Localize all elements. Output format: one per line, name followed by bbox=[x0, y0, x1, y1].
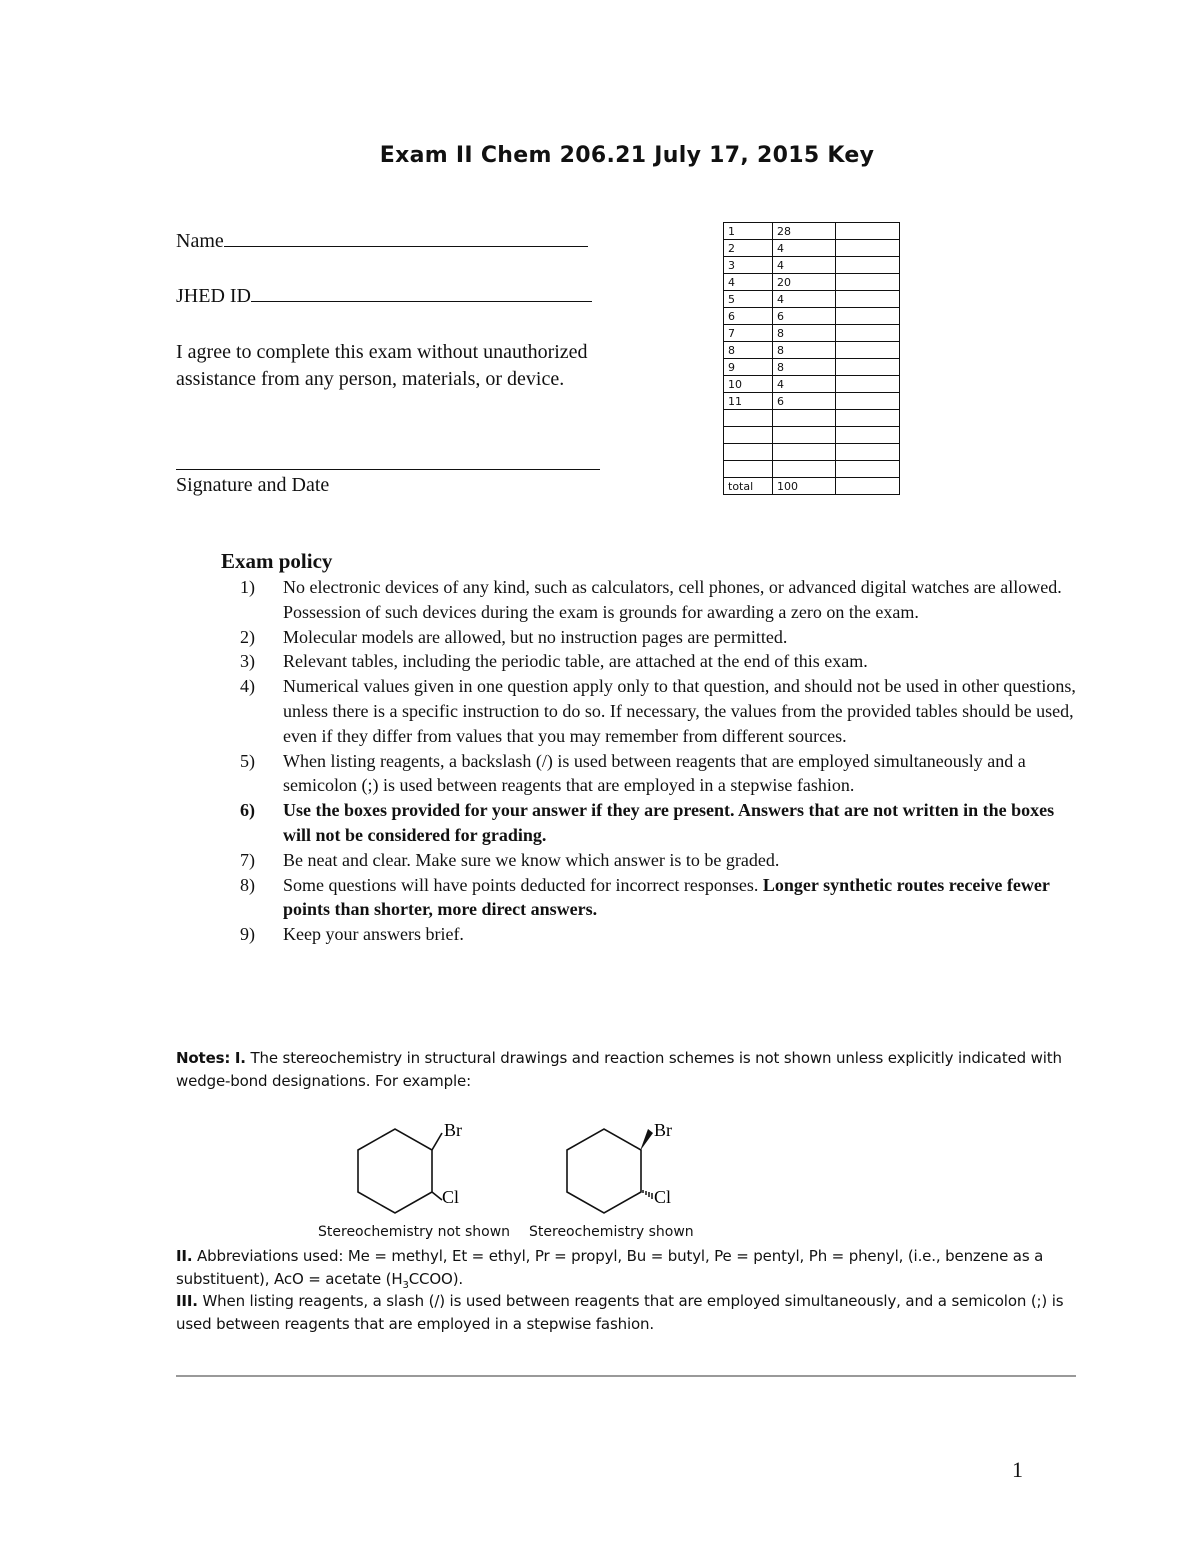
policy-item-text: Use the boxes provided for your answer if they are present. Answers that are not written in the boxes will not be considered for grading. bbox=[283, 800, 1055, 845]
question-number: 1 bbox=[724, 223, 773, 240]
score-cell bbox=[836, 308, 900, 325]
score-cell bbox=[836, 376, 900, 393]
score-table bbox=[723, 222, 900, 495]
question-number: 8 bbox=[724, 342, 773, 359]
stereochemistry-figure bbox=[300, 1105, 720, 1220]
score-cell bbox=[836, 359, 900, 376]
hash-bond bbox=[643, 1190, 652, 1199]
policy-item bbox=[240, 649, 1080, 674]
policy-item-number: 2) bbox=[240, 626, 255, 647]
policy-item-text: Relevant tables, including the periodic table, are attached at the end of this exam. bbox=[283, 651, 868, 672]
jhed-underline bbox=[251, 283, 592, 302]
policy-item-text-bold: Longer synthetic routes receive fewer points than shorter, more direct answers. bbox=[283, 874, 1050, 920]
question-points: 20 bbox=[773, 274, 836, 291]
question-points: 8 bbox=[773, 342, 836, 359]
page-title: Exam II Chem 206.21 July 17, 2015 Key bbox=[379, 143, 875, 168]
score-cell bbox=[836, 342, 900, 359]
name-line[interactable] bbox=[176, 228, 588, 255]
policy-item-number: 5) bbox=[240, 750, 255, 771]
policy-item bbox=[240, 798, 1080, 848]
policy-item-number: 6) bbox=[240, 800, 255, 821]
table-row bbox=[724, 257, 900, 274]
question-number: 9 bbox=[724, 359, 773, 376]
table-row bbox=[724, 342, 900, 359]
table-row bbox=[724, 240, 900, 257]
name-label: Name bbox=[176, 230, 224, 252]
policy-item-text: Some questions will have points deducted for incorrect responses. bbox=[283, 874, 763, 895]
score-cell bbox=[836, 223, 900, 240]
table-row bbox=[724, 393, 900, 410]
cl-label: Cl bbox=[442, 1187, 460, 1207]
note-2-number: II. bbox=[176, 1247, 193, 1265]
agreement-text: I agree to complete this exam without unauthorized assistance from any person, materials, or device. bbox=[176, 341, 588, 390]
policy-item-text: Numerical values given in one question apply only to that question, and should not be used in other questions, unless there is a specific instruction to do so. If necessary, the values from the provided tables should be used, even if they differ from values that you may remember from different sources. bbox=[283, 676, 1076, 746]
table-row-empty bbox=[724, 427, 900, 444]
table-row bbox=[724, 308, 900, 325]
c-br-bond bbox=[432, 1133, 442, 1150]
table-row bbox=[724, 325, 900, 342]
question-points: 6 bbox=[773, 393, 836, 410]
question-number: 5 bbox=[724, 291, 773, 308]
note-2-text-end: CCOO). bbox=[408, 1269, 464, 1288]
table-row bbox=[724, 376, 900, 393]
question-points: 8 bbox=[773, 359, 836, 376]
question-number: 10 bbox=[724, 376, 773, 393]
br-label: Br bbox=[444, 1120, 462, 1140]
policy-heading: Exam policy bbox=[221, 549, 333, 573]
question-number: 6 bbox=[724, 308, 773, 325]
policy-item-number: 8) bbox=[240, 874, 255, 895]
note-3-number: III. bbox=[176, 1292, 198, 1310]
wedge-bond bbox=[640, 1129, 653, 1151]
cyclohexane-ring bbox=[567, 1129, 641, 1213]
question-number: 3 bbox=[724, 257, 773, 274]
question-points: 28 bbox=[773, 223, 836, 240]
table-row bbox=[724, 291, 900, 308]
question-number: 2 bbox=[724, 240, 773, 257]
note-1-text: The stereochemistry in structural drawings and reaction schemes is not shown unless explicitly indicated with wedge-bond designations. For example: bbox=[176, 1049, 1062, 1090]
policy-item bbox=[240, 873, 1080, 923]
policy-item bbox=[240, 749, 1080, 799]
question-points: 4 bbox=[773, 240, 836, 257]
policy-item-number: 7) bbox=[240, 849, 255, 870]
policy-item-text: When listing reagents, a backslash (/) is used between reagents that are employed simultaneously and a semicolon (;) is used between reagents that are employed in a stepwise fashion. bbox=[283, 750, 1026, 796]
policy-item-number: 9) bbox=[240, 924, 255, 945]
cyclohexane-ring bbox=[358, 1129, 432, 1213]
caption-stereo: Stereochemistry shown bbox=[529, 1224, 694, 1240]
policy-item-number: 1) bbox=[240, 577, 255, 597]
signature-line[interactable] bbox=[176, 448, 600, 470]
br-label: Br bbox=[654, 1120, 672, 1140]
table-row bbox=[724, 274, 900, 291]
policy-item bbox=[240, 575, 1080, 625]
score-cell bbox=[836, 240, 900, 257]
question-number: 11 bbox=[724, 393, 773, 410]
policy-item-text: No electronic devices of any kind, such as calculators, cell phones, or advanced digital watches are allowed. Possession of such devices during the exam is grounds for awarding a zero on the exam. bbox=[283, 577, 1062, 622]
table-row-empty bbox=[724, 410, 900, 427]
question-points: 8 bbox=[773, 325, 836, 342]
cyclohexane-with-stereo bbox=[567, 1129, 641, 1213]
policy-list bbox=[240, 575, 1080, 947]
question-points: 4 bbox=[773, 291, 836, 308]
table-row bbox=[724, 223, 900, 240]
total-score-cell bbox=[836, 478, 900, 495]
jhed-label: JHED ID bbox=[176, 285, 251, 307]
score-cell bbox=[836, 393, 900, 410]
policy-item-text: Keep your answers brief. bbox=[283, 924, 464, 945]
horizontal-rule bbox=[176, 1375, 1076, 1377]
note-1 bbox=[176, 1047, 1076, 1092]
name-underline bbox=[224, 228, 588, 247]
cl-label: Cl bbox=[654, 1187, 672, 1207]
caption-no-stereo: Stereochemistry not shown bbox=[318, 1224, 511, 1240]
question-number: 4 bbox=[724, 274, 773, 291]
table-row-empty bbox=[724, 444, 900, 461]
question-points: 4 bbox=[773, 376, 836, 393]
total-points: 100 bbox=[773, 478, 836, 495]
policy-item bbox=[240, 848, 1080, 873]
table-row-total bbox=[724, 478, 900, 495]
c-cl-bond bbox=[432, 1192, 442, 1200]
page-number: 1 bbox=[1012, 1457, 1023, 1482]
question-number: 7 bbox=[724, 325, 773, 342]
table-row-empty bbox=[724, 461, 900, 478]
policy-item-number: 3) bbox=[240, 651, 255, 672]
table-row bbox=[724, 359, 900, 376]
score-cell bbox=[836, 291, 900, 308]
signature-label: Signature and Date bbox=[176, 474, 330, 496]
note-3-text: When listing reagents, a slash (/) is used between reagents that are employed simultaneously, and a semicolon (;) is used between reagents that are employed in a stepwise fashion. bbox=[176, 1292, 1064, 1333]
policy-item-text: Be neat and clear. Make sure we know which answer is to be graded. bbox=[283, 849, 780, 870]
score-cell bbox=[836, 257, 900, 274]
policy-item-number: 4) bbox=[240, 676, 255, 697]
policy-item bbox=[240, 922, 1080, 947]
question-points: 6 bbox=[773, 308, 836, 325]
jhed-line[interactable] bbox=[176, 283, 592, 310]
note-1-number: I. bbox=[234, 1049, 246, 1067]
note-2-text: Abbreviations used: Me = methyl, Et = ethyl, Pr = propyl, Bu = butyl, Pe = pentyl, Ph = phenyl, (i.e., benzene as a substituent), AcO = acetate (H bbox=[176, 1247, 1044, 1288]
policy-item bbox=[240, 625, 1080, 650]
score-cell bbox=[836, 274, 900, 291]
policy-item-text: Molecular models are allowed, but no instruction pages are permitted. bbox=[283, 626, 788, 647]
note-2-subscript: 3 bbox=[402, 1279, 409, 1291]
total-label: total bbox=[724, 478, 773, 495]
policy-item bbox=[240, 674, 1080, 748]
note-3 bbox=[176, 1290, 1076, 1335]
score-cell bbox=[836, 325, 900, 342]
question-points: 4 bbox=[773, 257, 836, 274]
notes-label: Notes: bbox=[176, 1049, 231, 1067]
